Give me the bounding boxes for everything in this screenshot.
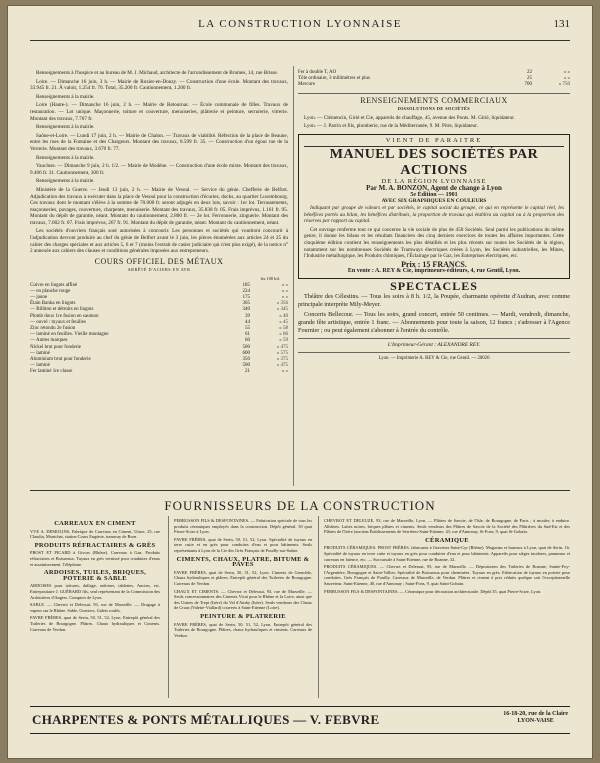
metal-name: Étain Banka en lingots <box>30 301 76 307</box>
fournisseurs-column-2 <box>174 518 312 640</box>
metal-price: 185 <box>242 282 250 288</box>
metal-extra: » » <box>281 282 288 288</box>
metal-name: — laminé <box>30 363 50 369</box>
metals-table-continued <box>298 70 570 89</box>
metal-extra: » » <box>281 295 288 301</box>
metal-name: — Autres marques <box>30 338 68 344</box>
paragraph: Renseignements à la mairie. <box>36 93 95 100</box>
category-heading: ARDOISES, TUILES, BRIQUES, POTERIE & SABLE <box>43 569 147 582</box>
dissolutions-heading: DISSOLUTIONS DE SOCIÉTÉS <box>397 106 471 112</box>
metal-name: Zinc retondu 2e fusion <box>30 326 76 332</box>
page-header <box>8 18 592 38</box>
metal-price: 350 <box>242 357 250 363</box>
metal-price: 55 <box>245 326 250 332</box>
category-heading: CARREAUX EN CIMENT <box>54 520 136 527</box>
fournisseurs-column-3 <box>324 518 570 596</box>
metal-price: 44 <box>245 319 250 325</box>
metal-price: 175 <box>242 295 250 301</box>
supplier-entry: PERRUSSON FILS & DESFONTAINES. — Fabrication spéciale de tous les produits céramiques employés dans la construction. Dépôt général, 30 quai Pierre-Scize à Lyon. <box>174 518 312 535</box>
metal-extra: » 475 <box>276 363 288 369</box>
category-heading: PRODUITS RÉFRACTAIRES & GRÈS <box>34 541 156 549</box>
manual-intro: Indiquant par groupe de valeurs et par sociétés, le capital social du groupe, ce qui en représente le capital réel, les bénéfices portés au bilan, les bénéfices distribués, la proportion de travaux qui établira au capital ou à la proportion des réserves par rapport au capital. <box>304 204 564 225</box>
metal-name: Nickel brut pour fonderie <box>30 344 81 350</box>
left-column <box>30 70 288 376</box>
paragraph: Ministère de la Guerre. — Jeudi 13 juin, 2 h. — Mairie de Vesoul. — Service du génie. Chefferie de Belfort. Adjudication des travaux à exécuter dans la place de Vesoul pour la construction d'écuries, docks, au quartier Luxembourg. Ces travaux dont le montant s'élève à la somme de 70.000 fr. seront adjugés en deux lots, savoir : 1er lot. Terrassements, maçonneries, pavages, couverture, charpente, menuiserie. Montant des travaux, 35.838 fr. 05. Frais imprévus, 1.161 fr. 95. Montant du dépôt de garantie, néant. Montant du cautionnement, 2.800 fr. — 2e lot. Ferronnerie, zinguerie. Montant des travaux, 7.002 fr. 07. Frais imprévus, 267 fr. 91. Montant du dépôt de garantie, néant. Montant du cautionnement, néant. <box>30 186 288 226</box>
spectacles-list <box>298 293 570 335</box>
paragraph: Loire. — Dimanche 16 juin, 3 h. — Mairie de Rozier-en-Donzy. — Construction d'une école. Montant des travaux, 33.945 fr. 21. À valoir, 1.254 fr. 70. Total, 35.200 fr. Cautionnement, 1.200 fr. <box>30 78 288 92</box>
metal-extra: » 345 <box>276 307 288 313</box>
metal-row <box>298 82 570 88</box>
manual-price: Prix : 15 FRANCS. <box>401 259 467 269</box>
fournisseurs-title: FOURNISSEURS DE LA CONSTRUCTION <box>164 498 436 513</box>
printer-line: Lyon. — Imprimerie A. REY & Cie, rue Gentil. — 20026 <box>378 356 490 362</box>
supplier-entry: ARDOISES pour toitures, dallage, ardoises, tablettes, Ancien, etc. Entrepositaire J. GUÉRARD fils, seul représentant de la Commission des Ardoisières d'Angers. Comptoir de Lyon. <box>30 583 160 600</box>
metal-extra: » » <box>563 70 570 75</box>
metal-row <box>30 369 288 375</box>
metal-extra: » 375 <box>276 357 288 363</box>
metal-name: — ouvré : tuyaux et feuilles <box>30 319 86 325</box>
dissolution-item: Lyon. — J. Parrin et fils, plomberie, rue de la Méditerranée, 9. M. Pitre, liquidateur. <box>304 123 478 130</box>
journal-page <box>8 6 592 758</box>
metal-price: 39 <box>245 313 250 319</box>
manual-advertisement <box>298 134 570 279</box>
category-heading: CIMENTS, CHAUX, PLATRE, BITUME & PAVES <box>176 555 310 569</box>
paragraph: Saône-et-Loire. — Lundi 17 juin, 2 h. — Mairie de Chalon. — Travaux de viabilité. Réfection de la place de Beaune, entre les rues de la Fontaine et des Chargeurs. Montant des travaux, 8.599 fr. 35. — Construction d'un égout rue de la Verrerie. Montant des travaux, 3.670 fr. 77. <box>30 132 288 152</box>
metal-extra: » 45 <box>279 319 288 325</box>
column-separator <box>293 66 294 486</box>
supplier-entry: CHEVROT ET DELEUZE, 93, rue de Marseille, Lyon. — Plâtres de Savoie, de l'Isle, de Bourgogne, de Paris ; à mouler, à enduire. Albâtres. Lattes noires, briques plâtres et ciments. Seuls vendeurs des Plâtres de Savoie de la Société des Plâtrières du Sud-Est et des Plâtres de l'Isère (anciens Établissements de Serrières-Saint-Etienne, 43, rue d'Annonay, St-Fons, 9, quai St-Gobain. <box>324 518 570 535</box>
metal-extra: » 750 <box>558 82 570 88</box>
manual-edition: 5e Édition — 1901 <box>410 191 458 198</box>
right-column <box>298 70 570 363</box>
metal-extra: » 66 <box>279 332 288 338</box>
manual-graphs: AVEC SIX GRAPHIQUES EN COULEURS <box>381 198 487 205</box>
charpentes-advertisement <box>30 706 570 734</box>
metal-price: 365 <box>242 301 250 307</box>
address-line-2: LYON-VAISE <box>517 718 554 724</box>
metals-unit: les 100 kil. <box>260 276 280 282</box>
metal-extra: » 59 <box>279 338 288 344</box>
metals-title: COURS OFFICIEL DES MÉTAUX <box>94 256 224 266</box>
spectacle-item: Concerts Bellecour. — Tous les soirs, grand concert, entrée 50 centimes. — Mardi, vendredi, dimanche, grande fête artistique, entrée 1 franc. — Abonnements pour toute la saison, 12 francs ; s'adresser à l'Agence Fournier ; ou peut également s'abonner à l'entrée du contrôle. <box>298 311 570 335</box>
metal-name: — laminé <box>30 350 50 356</box>
metal-price: 700 <box>524 82 532 88</box>
dissolutions-list <box>298 115 570 130</box>
category-heading: PEINTURE & PLATRERIE <box>200 612 286 620</box>
metal-name: — Billiton et détroits en lingots <box>30 307 94 313</box>
paragraph: Renseignements à la mairie. <box>36 154 95 161</box>
metal-extra: » 40 <box>279 313 288 319</box>
paragraph: Loire (Haute-). — Dimanche 16 juin, 2 h. — Mairie de Retournac. — École communale de filles. Travaux de restauration. — Lot unique. Maçonnerie, toiture et couverture, menuiseries, plâtrerie et peinture, serrurerie, vitrerie. Montant des travaux, 7.767 fr. <box>30 102 288 122</box>
supplier-entry: PROST ET PICARD à Givors (Rhône). Carreaux à Gaz. Produits réfractaires et Boisseaux. Tuyaux en grès vernissé pour conduites d'eaux et assainissement. Téléphone. <box>30 550 160 567</box>
metal-name: Tôle ordinaire, 3 millimètres et plus <box>298 76 370 82</box>
metal-name: Plomb doux 1re fusion en saumon <box>30 313 99 319</box>
paragraph: Vaucluse. — Dimanche 9 juin, 2 h. 1/2. — Mairie de Modène. — Construction d'une école mixte. Montant des travaux, 9.406 fr. 31. Cautionnement, 300 fr. <box>30 163 288 176</box>
supplier-entry: FAVRE FRÈRES, quai de Serin, 50, 51, 52, Lyon. Ciments de Grenoble, Chaux hydrauliques et plâtres. Entrepôt général des Tuileries de Bourgogne. Carreaux de Verdun. <box>174 569 312 586</box>
column-separator <box>168 516 169 698</box>
supplier-entry: CHAUX ET CIMENTS. — Chevrot et Delessut, 93, rue de Marseille. — Seuls concessionnaires des Ciments Vicat pour le Rhône et la Loire, ainsi que des Usines de Trept (Isère) du Val d'Amby (Isère). Seuls vendeurs des Chaux de Cruas (Valette-Viallard) couverts à Saint-Etienne (Loire). <box>174 588 312 611</box>
manual-title: MANUEL DES SOCIÉTÉS PAR ACTIONS <box>329 146 539 178</box>
metal-price: 500 <box>242 363 250 369</box>
metal-name: — jaune <box>30 295 48 301</box>
gerant-line: L'Imprimeur-Gérant : ALEXANDRE REY. <box>387 342 481 349</box>
metal-price: 61 <box>245 332 250 338</box>
metal-extra: » » <box>563 76 570 82</box>
spectacle-item: Théâtre des Célestins. — Tous les soirs à 8 h. 1/2, la Poupée, charmante opérette d'Audran, avec comme principale interprète Mily-Meyer. <box>298 293 570 309</box>
metal-name: Cuivre en lingots affiné <box>30 282 78 288</box>
section-rule <box>30 490 570 491</box>
category-heading: CÉRAMIQUE <box>425 536 469 544</box>
supplier-entry: PERRUSSON FILS & DESFONTAINES. — Céramique pour décoration architecturale. Dépôt 35, quai Pierre-Scize, Lyon. <box>324 588 542 594</box>
metal-extra: » 475 <box>276 344 288 350</box>
fournisseurs-column-1 <box>30 518 160 634</box>
metals-table <box>30 283 288 376</box>
charpentes-address <box>503 711 568 725</box>
supplier-entry: PRODUITS CÉRAMIQUES. PROST FRÈRES, fabricants à Gravieux-Saint-Cyr (Rhône). Magasins et bureaux à Lyon, quai de Serin, 16. Spécialité de tuyaux en terre cuite et tuyaux en grès pour conduites d'eau et pour bâtiments. Appareils pour sièges inodores, panneaux et carreaux en faïence, etc. — Succursale à Saint-Etienne, rue de Roanne, 32. <box>324 545 570 562</box>
metal-price: 22 <box>527 70 532 75</box>
dissolution-item: Lyon. — Clémencin, Girié et Cie, appareils de chauffage, 45, avenue des Ponts. M. Girié, liquidateur. <box>304 114 515 121</box>
metal-extra: » » <box>281 369 288 375</box>
supplier-entry: PRODUITS CÉRAMIQUES. — Chevrot et Delessut, 93, rue de Marseille. — Dépositaires des Tuileries de Roanne, Sainte-Foy-l'Argentière, Bourgogne et Saint-Vallier. Spécialité de Boisseaux pour cheminées. Tuyaux en grès. Fabrication de tuyaux en poterie pour conduites. Grès Français de Pouilly. Carreaux de Marseille, de Verdun. Plâtres et ciment à prix réduits quelque soit l'exceptionnelle Sauveteur. Saint-Etienne, 40, rue d'Annonay ; Saint-Fons, 9, quai Saint-Gobain. <box>324 564 570 586</box>
metal-price: 600 <box>242 350 250 356</box>
paragraph: Renseignements à l'hospice et au bureau de M. J. Michaud, architecte de l'arrondissement de Brumes, 14, rue Brisse. <box>36 70 279 76</box>
metal-name: Mercure <box>298 82 315 88</box>
metal-extra: » 575 <box>276 350 288 356</box>
metal-name: Fer à double T, AO <box>298 70 337 75</box>
metal-extra: » 58 <box>279 326 288 332</box>
supplier-entry: SABLE. — Chevrot et Delessut, 93, rue de Marseille. — Dragage à vapeur sur le Rhône. Sable, Graviers, Galets roulés. <box>30 602 160 613</box>
supplier-entry: VVE A. DEMOLINS, Fabrique de Carreaux en Ciment, Usine, 25, rue Claudia, Montchat, station Cours Eugénie, tramway de Bron. <box>30 528 160 540</box>
metal-price: 500 <box>242 344 250 350</box>
metal-price: 25 <box>527 76 532 82</box>
manual-author: Par M. A. BONZON, Agent de change à Lyon <box>366 184 502 193</box>
metal-price: 224 <box>242 288 250 294</box>
manual-sale: En vente : A. REY & Cie, imprimeurs-éditeurs, 4, rue Gentil, Lyon. <box>347 268 521 275</box>
adjudications-text <box>30 70 288 255</box>
metal-name: Fer laminé 1re classe <box>30 369 73 375</box>
column-separator <box>318 516 319 698</box>
renseignements-title: RENSEIGNEMENTS COMMERCIAUX <box>360 95 508 105</box>
metal-name: — laminé en feuilles. Vieille montagne <box>30 332 109 338</box>
page-number: 131 <box>553 18 570 30</box>
metal-price: 340 <box>242 307 250 313</box>
header-rule <box>30 40 570 41</box>
paragraph: Les sociétés d'ouvriers français sont autorisées à concourir. Les personnes et sociétés qui voudront concourir à l'adjudication devront produire au chef du génie de Belfort avant le 3 juin, les pièces énumérées aux articles 24 et 25 du cahier des charges spéciales et aux articles 5, 6 et 7 (moins l'extrait de casier judiciaire qui n'est plus exigé), de la notice n° 2 annexée aux cahiers des clauses et conditions générales imposées aux entrepreneurs. <box>30 228 288 255</box>
charpentes-title: CHARPENTES & PONTS MÉTALLIQUES — V. FEBVRE <box>32 712 380 727</box>
address-line-1: 16-18-20, rue de la Claire <box>503 711 568 717</box>
supplier-entry: FAVRE FRÈRES, quai de Serin, 50, 51, 52, Lyon. Entrepôt général des Tuileries de Bourgogne. Plâtres. Chaux hydrauliques et Ciments. Carreaux de Verdun. <box>30 615 160 632</box>
metal-name: Aluminium brut pour fonderie <box>30 357 91 363</box>
supplier-entry: FAVRE FRÈRES, quai de Serin, 50, 51, 52, Lyon. Spécialité de tuyaux en terre cuite et en grès pour conduites d'eau et pour bâtiments. Seuls représentants à Lyon de la Cie des Grès Français de Pouilly-sur-Saône. <box>174 536 312 553</box>
metal-extra: » 356 <box>276 301 288 307</box>
spectacles-title: SPECTACLES <box>390 278 478 293</box>
journal-title: LA CONSTRUCTION LYONNAISE <box>198 18 402 30</box>
paragraph: Renseignements à la mairie. <box>36 124 95 131</box>
manual-banner: VIENT DE PARAITRE <box>304 138 564 147</box>
paragraph: Renseignements à la mairie. <box>36 178 95 185</box>
metal-price: 60 <box>245 338 250 344</box>
manual-subtitle: DE LA RÉGION LYONNAISE <box>381 177 487 185</box>
metal-price: 21 <box>245 369 250 375</box>
metals-subtitle: ARRÊTÉ D'ACIERS EN AVR <box>127 267 191 273</box>
manual-description: Cet ouvrage renferme tout ce qui concerne la vie sociale de plus de 450 Sociétés. Seul parmi les publications du même genre, il donne les bilans et les résultats financiers des cinq derniers exercices de toutes les affaires importantes. Cette cinquième édition contient les renseignements les plus détaillés et les plus récents sur toutes les Sociétés de la région, notamment sur les nombreuses Sociétés de Tramways électriques créées à Lyon, les Sociétés industrielles, les Mines, l'Industrie métallurgique, les Produits chimiques, l'Éclairage par le Gaz, les Entreprises électriques, etc. <box>304 226 564 260</box>
supplier-entry: FAVRE FRÈRES, quai de Serin, 50, 51, 52, Lyon. Entrepôt général des Tuileries de Bourgogne. Plâtres, chaux hydrauliques et ciments. Carreaux de Verdun. <box>174 621 312 638</box>
metal-name: — en planche rouge <box>30 288 71 294</box>
metal-extra: » » <box>281 288 288 294</box>
